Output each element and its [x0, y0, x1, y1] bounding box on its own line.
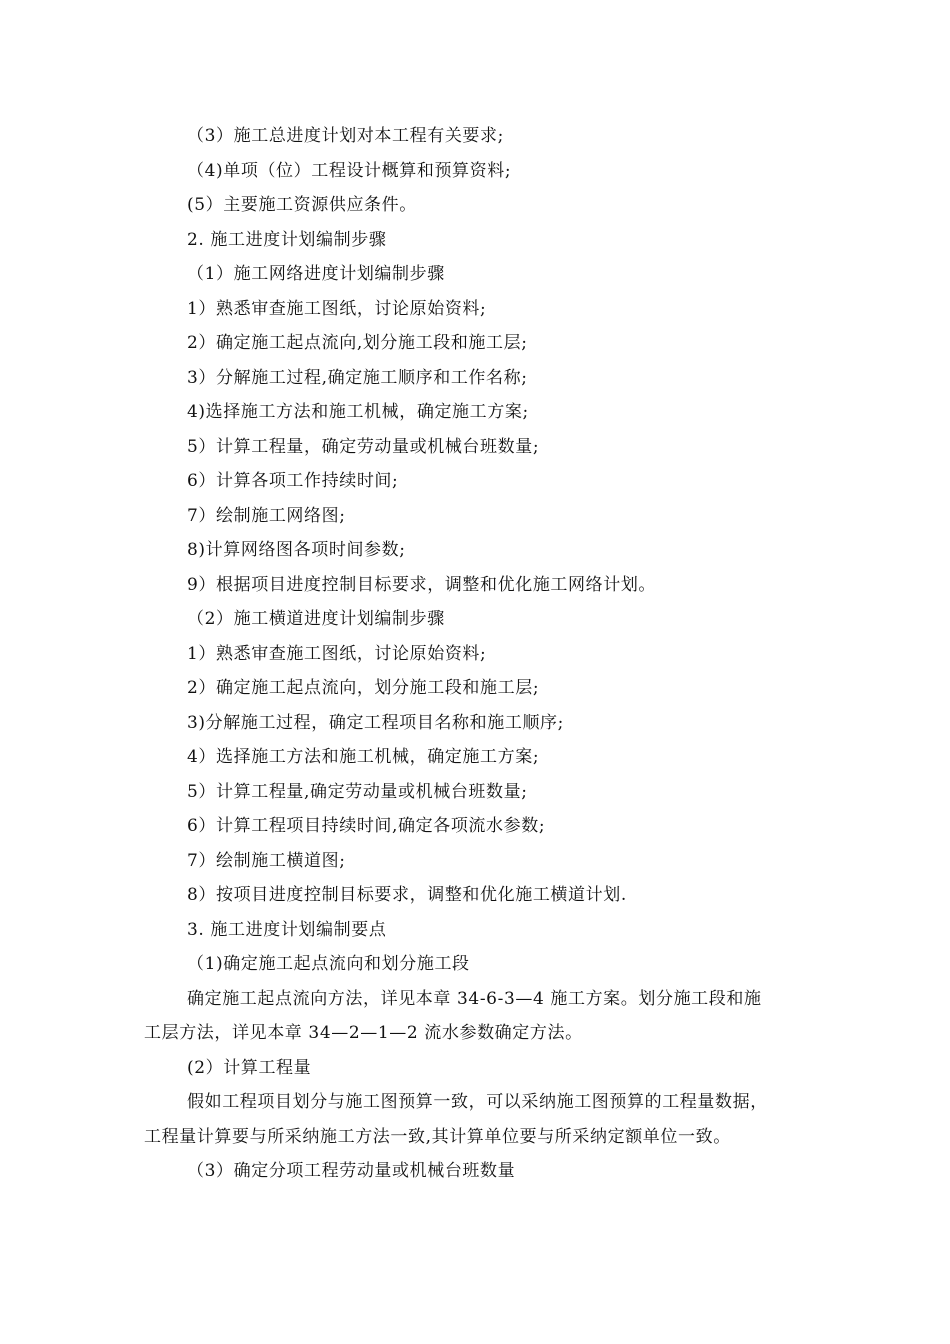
list-item: 5）计算工程量,确定劳动量或机械台班数量;	[187, 782, 528, 802]
text-line: (5）主要施工资源供应条件。	[187, 195, 417, 215]
subsection-heading: (2）计算工程量	[187, 1058, 312, 1078]
list-item: 2）确定施工起点流向，划分施工段和施工层;	[187, 678, 540, 698]
subsection-heading: （1)确定施工起点流向和划分施工段	[187, 954, 470, 974]
list-item: 4)选择施工方法和施工机械，确定施工方案;	[187, 402, 529, 422]
list-item: 1）熟悉审查施工图纸，讨论原始资料;	[187, 644, 487, 664]
list-item: 7）绘制施工横道图;	[187, 851, 346, 871]
list-item: 6）计算工程项目持续时间,确定各项流水参数;	[187, 816, 546, 836]
subsection-heading: （2）施工横道进度计划编制步骤	[187, 609, 445, 629]
list-item: 5）计算工程量，确定劳动量或机械台班数量;	[187, 437, 540, 457]
text-line: （3）施工总进度计划对本工程有关要求;	[187, 126, 504, 146]
list-item: 8)计算网络图各项时间参数;	[187, 540, 406, 560]
list-item: 2）确定施工起点流向,划分施工段和施工层;	[187, 333, 528, 353]
list-item: 3）分解施工过程,确定施工顺序和工作名称;	[187, 368, 528, 388]
paragraph-line: 工层方法，详见本章 34—2—1—2 流水参数确定方法。	[144, 1023, 583, 1043]
paragraph-line: 工程量计算要与所采纳施工方法一致,其计算单位要与所采纳定额单位一致。	[144, 1127, 731, 1147]
list-item: 8）按项目进度控制目标要求，调整和优化施工横道计划.	[187, 885, 627, 905]
section-heading: 3. 施工进度计划编制要点	[187, 920, 387, 940]
list-item: 3)分解施工过程，确定工程项目名称和施工顺序;	[187, 713, 564, 733]
list-item: 6）计算各项工作持续时间;	[187, 471, 399, 491]
subsection-heading: （1）施工网络进度计划编制步骤	[187, 264, 445, 284]
paragraph-line: 假如工程项目划分与施工图预算一致，可以采纳施工图预算的工程量数据，	[187, 1092, 768, 1112]
subsection-heading: （3）确定分项工程劳动量或机械台班数量	[187, 1161, 516, 1181]
list-item: 9）根据项目进度控制目标要求，调整和优化施工网络计划。	[187, 575, 657, 595]
section-heading: 2. 施工进度计划编制步骤	[187, 230, 387, 250]
list-item: 4）选择施工方法和施工机械，确定施工方案;	[187, 747, 540, 767]
paragraph-line: 确定施工起点流向方法，详见本章 34-6-3—4 施工方案。划分施工段和施	[187, 989, 762, 1009]
list-item: 1）熟悉审查施工图纸，讨论原始资料;	[187, 299, 487, 319]
text-line: （4)单项（位）工程设计概算和预算资料;	[187, 161, 512, 181]
list-item: 7）绘制施工网络图;	[187, 506, 346, 526]
